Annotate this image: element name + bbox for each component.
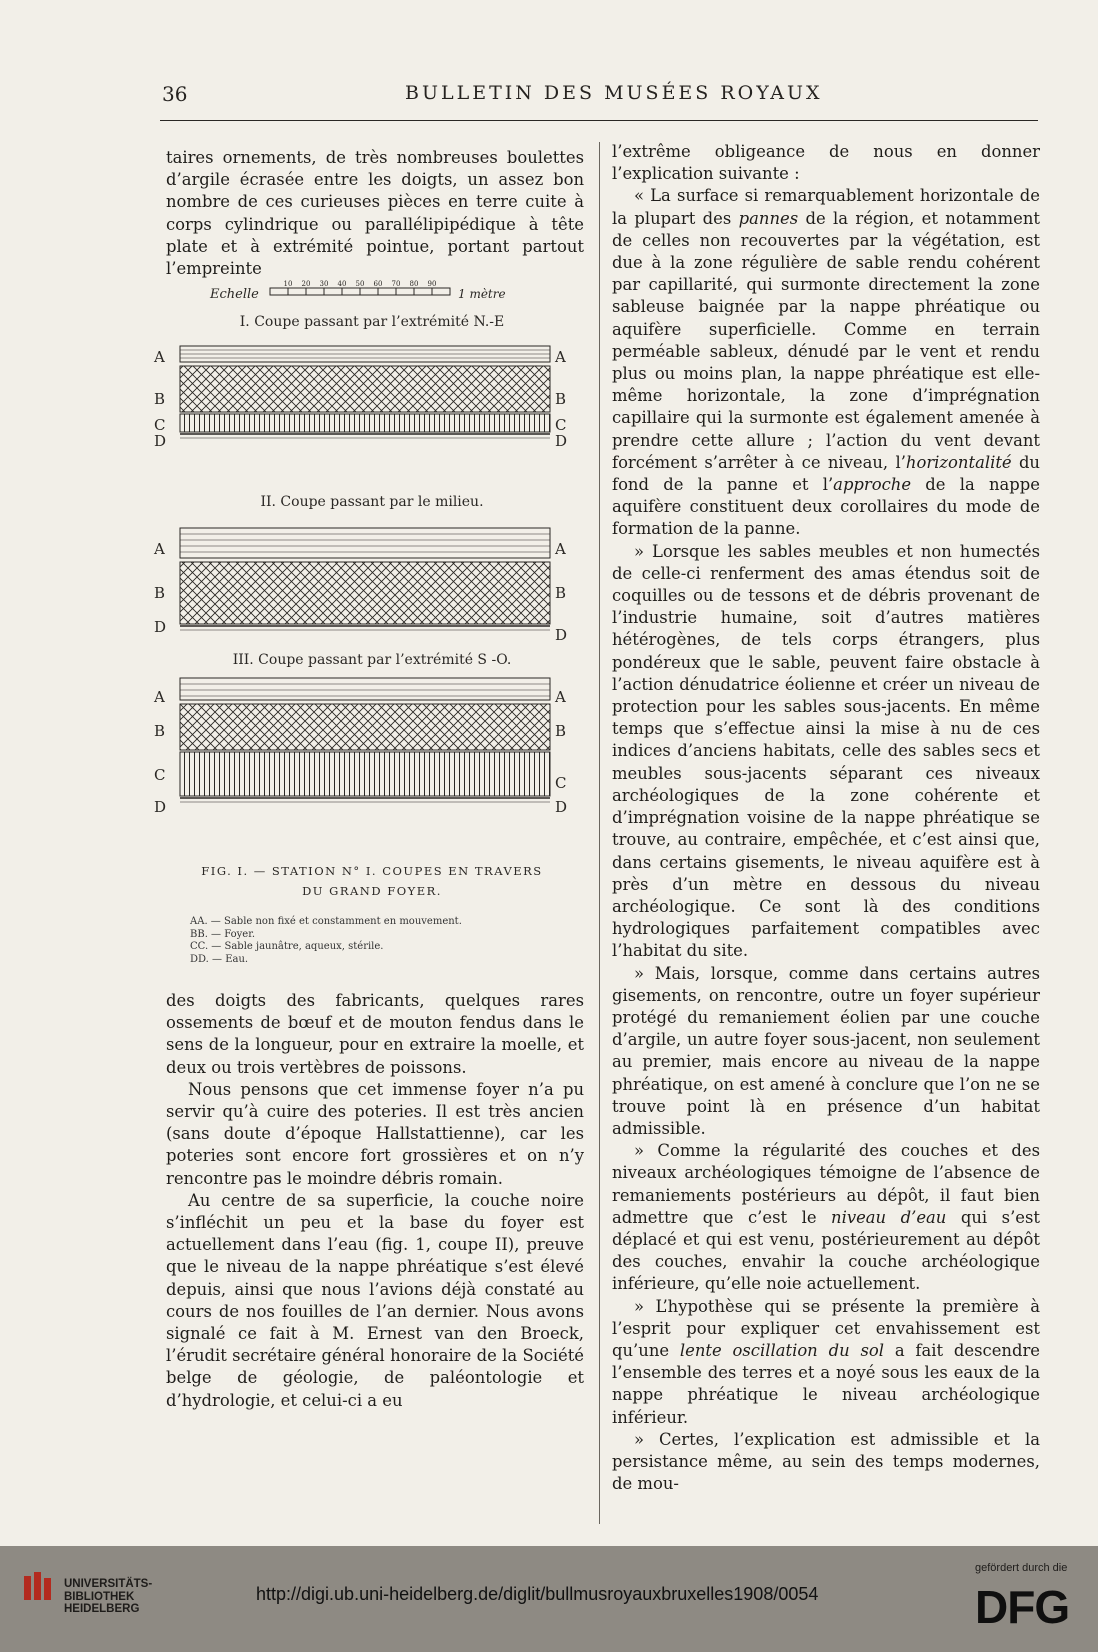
layer-label-a: A [555, 540, 566, 558]
section-3-caption: III. Coupe passant par l’extrémité S -O. [232, 652, 512, 668]
funding-label: gefördert durch die [975, 1562, 1068, 1574]
scale-tick-label: 50 [355, 280, 365, 288]
layer-label-b: B [154, 722, 166, 740]
scale-tick-label: 10 [283, 280, 293, 288]
left-column-top [166, 147, 584, 280]
scale-tick-label: 90 [427, 280, 437, 288]
section-1-caption: I. Coupe passant par l’extrémité N.-E [239, 314, 505, 330]
right-column [612, 141, 1040, 1495]
layer-label-a: A [154, 348, 165, 366]
section-2-caption: II. Coupe passant par le milieu. [260, 494, 484, 510]
library-name: UNIVERSITÄTS- BIBLIOTHEK HEIDELBERG [64, 1578, 153, 1615]
section-3-drawing [153, 678, 567, 816]
column-divider [599, 142, 600, 1524]
layer-label-d: D [555, 626, 568, 644]
header-rule [160, 120, 1038, 121]
scale-tick-label: 70 [391, 280, 401, 288]
paragraph: » Comme la régularité des couches et des niveaux archéologiques témoigne de l’absence de remaniements postérieurs au dépôt, il faut bien admettre que c’est le niveau d’eau qui s’est déplacé et qui est venu, postérieurement au dépôt des couches, envahir la couche archéologique inférieure, qu’elle noie actuellement. [612, 1141, 1040, 1294]
dfg-logo: DFG [975, 1581, 1070, 1633]
paragraph: » L’hypothèse qui se présente la première à l’esprit pour expliquer cet envahissement est qu’une lente oscillation du sol a fait descendre l’ensemble des terres et a noyé sous les eaux de la nappe phréatique le niveau archéologique inférieur. [612, 1296, 1040, 1427]
scale-bar [209, 280, 506, 302]
paragraph: » Certes, l’explication est admissible et la persistance même, au sein des temps modernes, de mou- [612, 1429, 1040, 1494]
layer-label-b: B [555, 390, 567, 408]
layer-label-a: A [154, 688, 165, 706]
scale-label: Echelle [210, 287, 259, 302]
legend-item: AA. — Sable non fixé et constamment en mouvement. [190, 916, 462, 927]
scale-tick-label: 40 [337, 280, 347, 288]
figure-legend [190, 916, 462, 966]
paragraph: taires ornements, de très nombreuses boulettes d’argile écrasée entre les doigts, un assez bon nombre de ces curieuses pièces en terre cuite à corps cylindrique ou parallélipipédique à tête plate et à extrémité pointue, portant partout l’empreinte [166, 148, 584, 279]
section-1-drawing [153, 346, 567, 450]
layer-label-b: B [154, 390, 166, 408]
paragraph: » Mais, lorsque, comme dans certains autres gisements, on rencontre, outre un foyer supérieur protégé du remaniement éolien par une couche d’argile, un autre foyer sous-jacent, non seulement au premier, mais encore au niveau de la nappe phréatique, on est amené à conclure que l’on ne se trouve point là en présence d’un habitat admissible. [612, 963, 1040, 1138]
legend-item: BB. — Foyer. [190, 928, 256, 940]
paragraph: « La surface si remarquablement horizontale de la plupart des pannes de la région, et notamment de celles non recouvertes par la végétation, est due à la zone régulière de sable rendu cohérent par capillarité, qui surmonte directement la zone sableuse baignée par la nappe phréatique ou aquifère superficielle. Comme en terrain perméable sableux, dénudé par le vent et rendu plus ou moins plan, la nappe phréatique est elle-même horizontale, la zone d’imprégnation capillaire qui la surmonte est également amenée à prendre cette allure ; l’action du vent devant forcément s’arrêter à ce niveau, l’horizontalité du fond de la panne et l’approche de la nappe aquifère constituent deux corollaires du mode de formation de la panne. [612, 186, 1040, 539]
layer-label-a: A [555, 688, 566, 706]
scale-unit: 1 mètre [458, 287, 506, 301]
figure-title-line2: DU GRAND FOYER. [302, 884, 442, 898]
paragraph: Au centre de sa superficie, la couche noire s’infléchit un peu et la base du foyer est actuellement dans l’eau (fig. 1, coupe II), preuve que le niveau de la nappe phréatique s’est élevé depuis, ainsi que nous l’avions déjà constaté au cours de nos fouilles de l’an dernier. Nous avons signalé ce fait à M. Ernest van den Broeck, l’érudit secrétaire général honoraire de la Société belge de géologie, de paléontologie et d’hydrologie, et celui-ci a eu [166, 1190, 584, 1410]
layer-label-a: A [555, 348, 566, 366]
left-column-bottom [166, 990, 584, 1412]
permalink-url[interactable]: http://digi.ub.uni-heidelberg.de/diglit/bullmusroyauxbruxelles1908/0054 [256, 1584, 819, 1604]
layer-label-b: B [154, 584, 166, 602]
layer-label-d: D [154, 432, 167, 450]
layer-label-c: C [154, 416, 166, 434]
paragraph: Nous pensons que cet immense foyer n’a pu servir qu’à cuire des poteries. Il est très ancien (sans doute d’époque Hallstattienne), car les poteries sont encore fort grossières et on n’y rencontre pas le moindre débris romain. [166, 1079, 584, 1188]
layer-label-c: C [154, 766, 166, 784]
layer-label-b: B [555, 722, 567, 740]
figure-drawing [152, 280, 592, 960]
paragraph: des doigts des fabricants, quelques rares ossements de bœuf et de mouton fendus dans le sens de la longueur, pour en extraire la moelle, et deux ou trois vertèbres de poissons. [166, 991, 584, 1077]
page-number: 36 [162, 82, 188, 106]
paragraph: l’extrême obligeance de nous en donner l’explication suivante : [612, 142, 1040, 184]
layer-label-c: C [555, 416, 567, 434]
paragraph: » Lorsque les sables meubles et non humectés de celle-ci renferment des amas étendus soit de coquilles ou de tessons et de débris provenant de l’industrie humaine, soit d’autres matières hétérogènes, de tels corps étrangers, plus pondéreux que le sable, peuvent faire obstacle à l’action dénudatrice éolienne et créer un niveau de protection pour les sables sous-jacents. En même temps que s’effectue ainsi la mise à nu de ces indices d’anciens habitats, celle des sables secs et meubles sous-jacents séparant ces niveaux archéologiques de la zone cohérente et d’imprégnation voisine de la nappe phréatique se trouve, au contraire, empêchée, et c’est ainsi que, dans certains gisements, le niveau aquifère est à près d’un mètre en dessous du niveau archéologique. Ce sont là des conditions hydrologiques parfaitement compatibles avec l’habitat du site. [612, 541, 1040, 961]
scale-tick-label: 30 [319, 280, 329, 288]
running-head [0, 82, 1098, 112]
layer-label-b: B [555, 584, 567, 602]
scale-tick-label: 20 [301, 280, 311, 288]
section-2-drawing [153, 528, 567, 644]
layer-label-a: A [154, 540, 165, 558]
university-library-logo-icon [20, 1566, 60, 1606]
scale-tick-label: 80 [409, 280, 419, 288]
layer-label-d: D [154, 798, 167, 816]
figure-sections [152, 280, 592, 965]
layer-label-c: C [555, 774, 567, 792]
layer-label-d: D [555, 432, 568, 450]
legend-item: CC. — Sable jaunâtre, aqueux, stérile. [190, 941, 384, 952]
layer-label-d: D [555, 798, 568, 816]
scale-tick-label: 60 [373, 280, 383, 288]
figure-title: FIG. I. — STATION N° I. COUPES EN TRAVERS [201, 864, 543, 878]
layer-label-d: D [154, 618, 167, 636]
viewer-footer [0, 1546, 1098, 1652]
journal-title: BULLETIN DES MUSÉES ROYAUX [405, 82, 823, 104]
legend-item: DD. — Eau. [190, 953, 249, 965]
